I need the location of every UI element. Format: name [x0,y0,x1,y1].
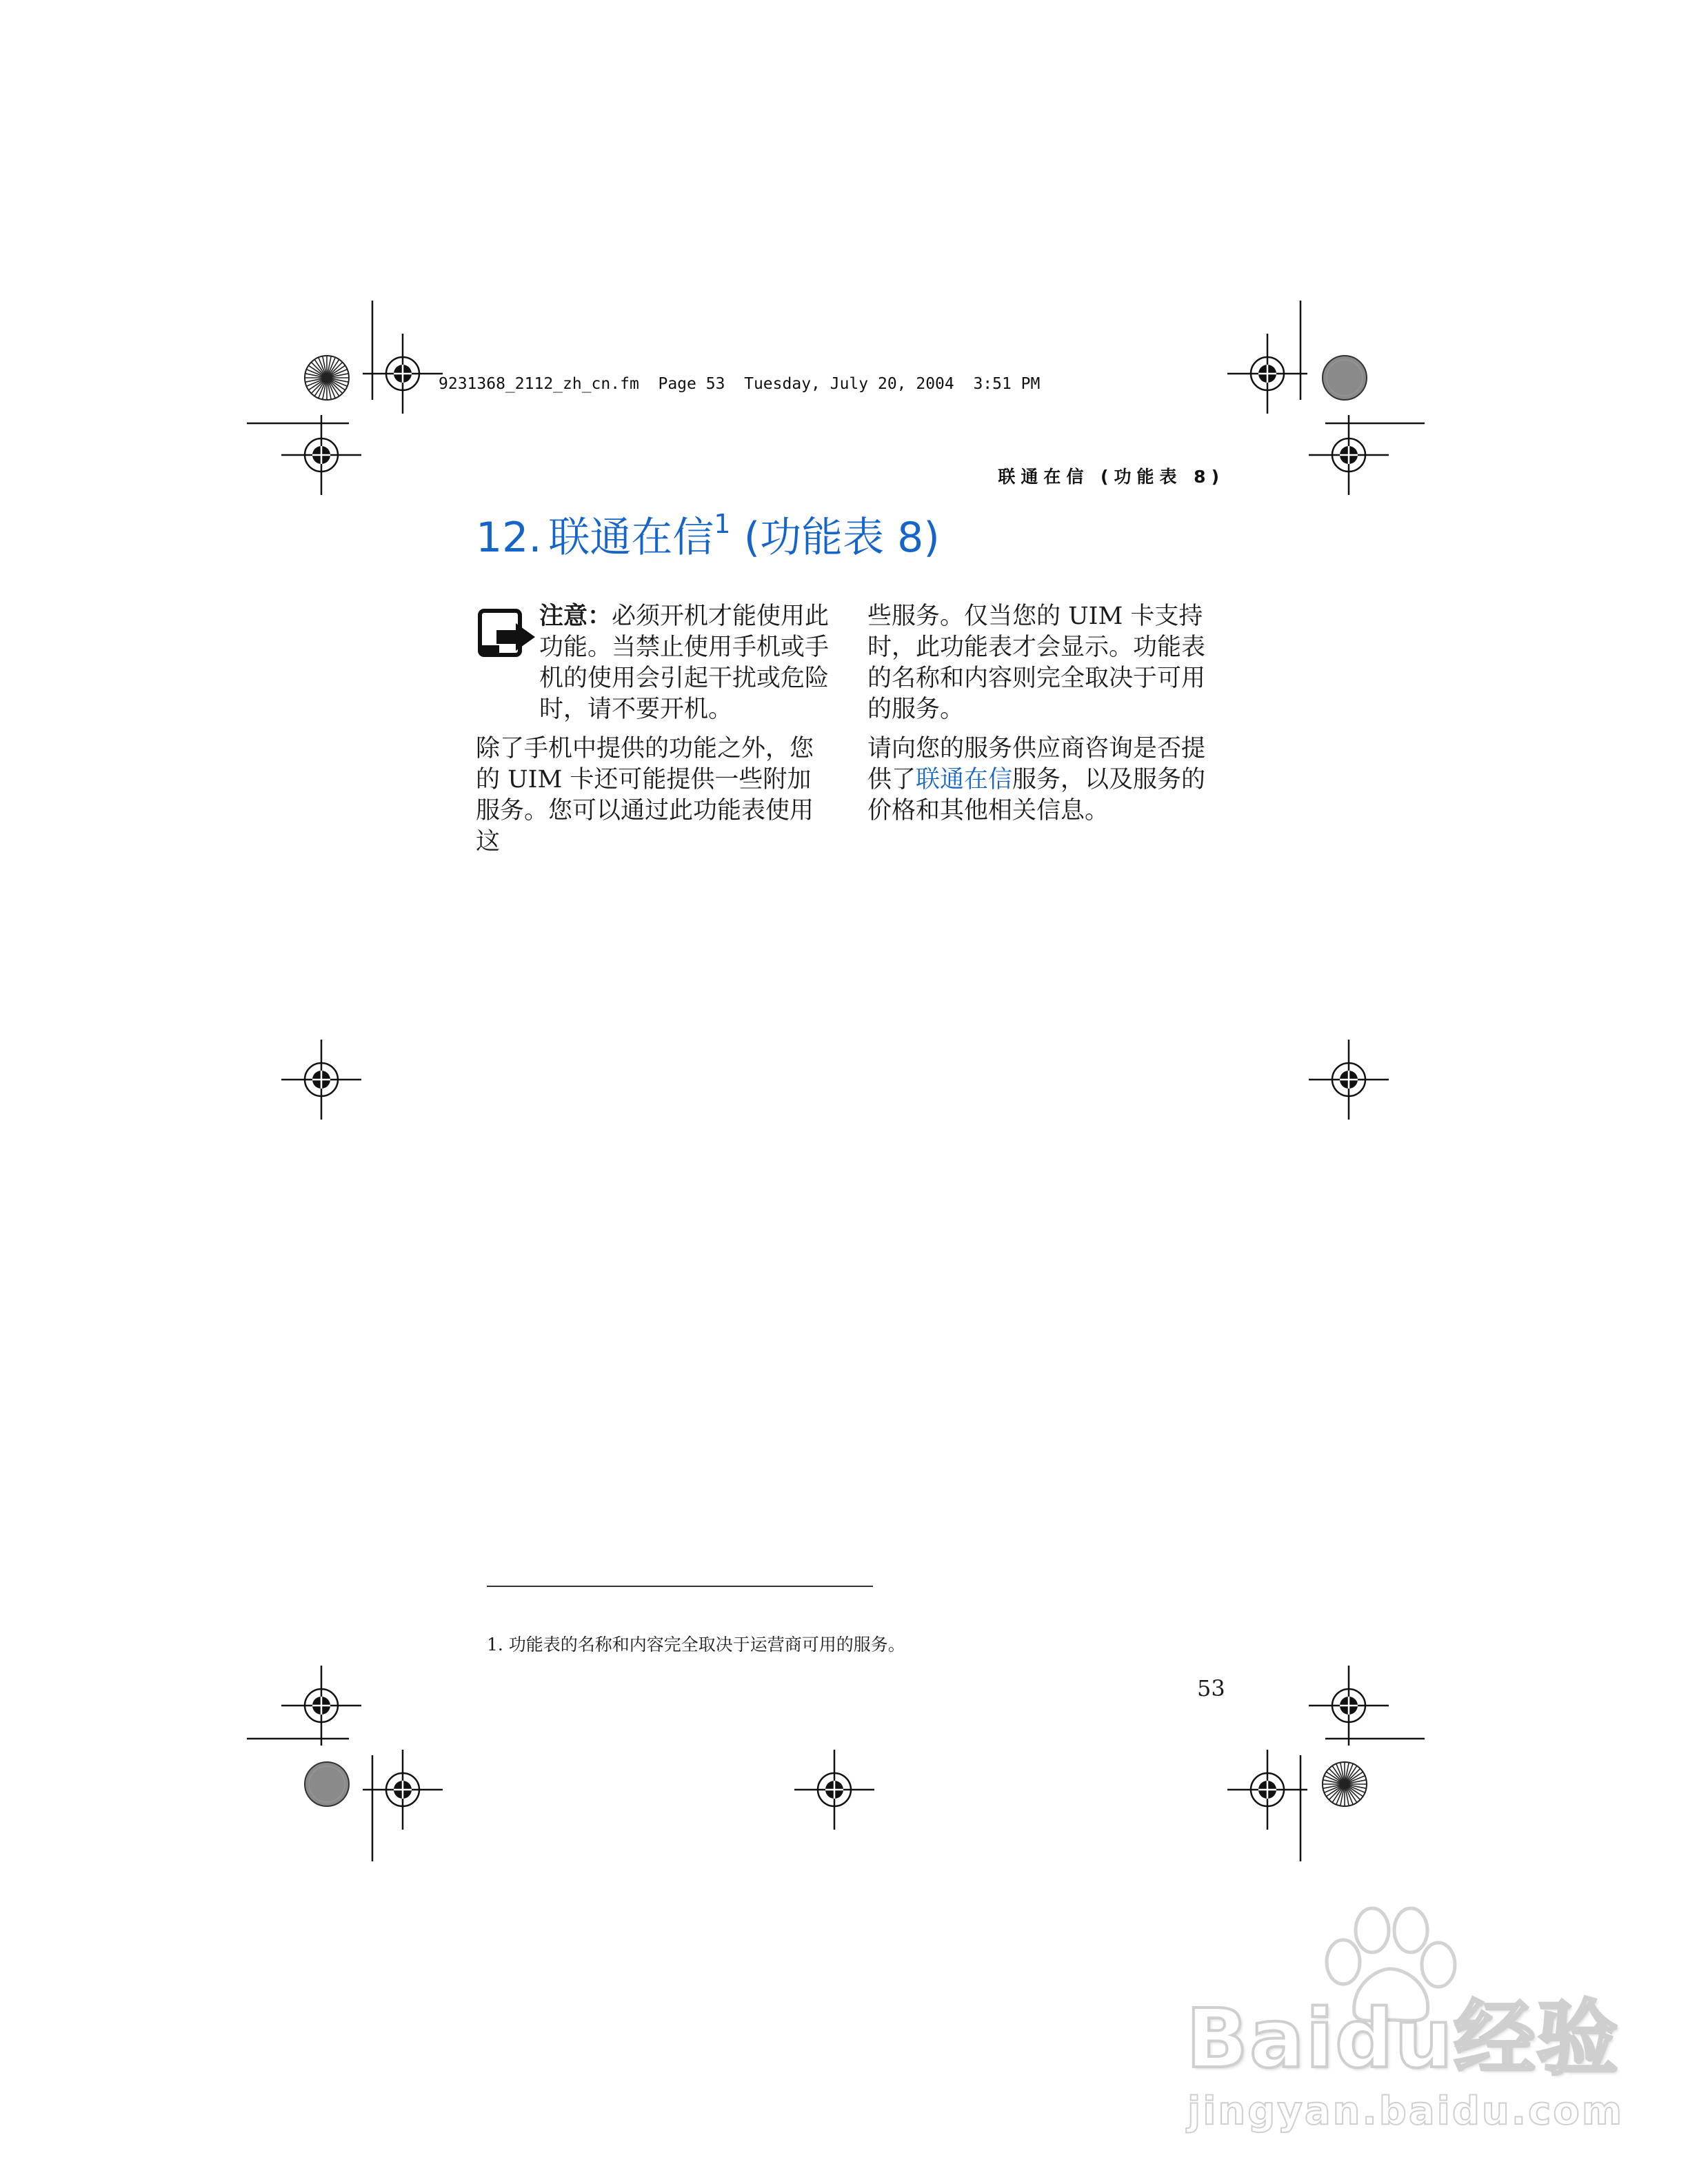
registration-mark [794,1750,874,1830]
para2-before: 请向您的服务供应商咨询是否提供了 [867,735,1206,793]
grey-dot-bottom-left [305,1762,349,1806]
registration-mark [1227,1750,1307,1830]
right-column [867,601,1226,835]
footnote-divider [487,1586,873,1587]
page-number: 53 [1197,1675,1225,1701]
print-meta-line: 9231368_2112_zh_cn.fm Page 53 Tuesday, July 20, 2004 3:51 PM [439,375,1041,393]
note-hand-icon [476,605,539,663]
chapter-title [476,505,940,564]
registration-star-top-left [305,356,349,400]
footnote: 1. 功能表的名称和内容完全取决于运营商可用的服务。 [487,1635,905,1655]
registration-mark [363,334,443,414]
body-paragraph-1-right: 些服务。仅当您的 UIM 卡支持时，此功能表才会显示。功能表的名称和内容则完全取决于可用的服务。 [867,603,1206,723]
note-box [476,601,834,725]
footnote-ref: 1 [714,509,731,539]
note-text [539,601,834,725]
registration-mark [1309,1040,1389,1120]
chapter-subtitle: (功能表 8) [743,514,940,562]
note-body: 必须开机才能使用此功能。当禁止使用手机或手机的使用会引起干扰或危险时，请不要开机。 [539,603,830,723]
registration-star-bottom-right [1323,1762,1367,1806]
watermark-url: jingyan.baidu.com [1187,2089,1625,2134]
para2-after: 服务，以及服务的价格和其他相关信息。 [867,766,1206,825]
note-label: 注意： [539,603,612,630]
running-head: 联通在信 (功能表 8) [998,467,1225,487]
registration-mark [1309,415,1389,495]
registration-mark [363,1750,443,1830]
registration-mark [281,1666,361,1746]
left-column [476,601,834,866]
registration-mark [1309,1666,1389,1746]
unicom-service-link[interactable]: 联通在信 [916,766,1013,793]
registration-mark [281,415,361,495]
registration-mark [281,1040,361,1120]
body-paragraph-1-left: 除了手机中提供的功能之外，您的 UIM 卡还可能提供一些附加服务。您可以通过此功能表使用这 [476,735,814,856]
grey-dot-top-right [1323,356,1367,400]
baidu-jingyan-logo: Baidu经验 [1186,1991,1620,2086]
chapter-number: 12. [476,514,542,562]
body-paragraph-2 [867,734,1226,827]
chapter-name: 联通在信 [548,514,714,562]
registration-mark [1227,334,1307,414]
